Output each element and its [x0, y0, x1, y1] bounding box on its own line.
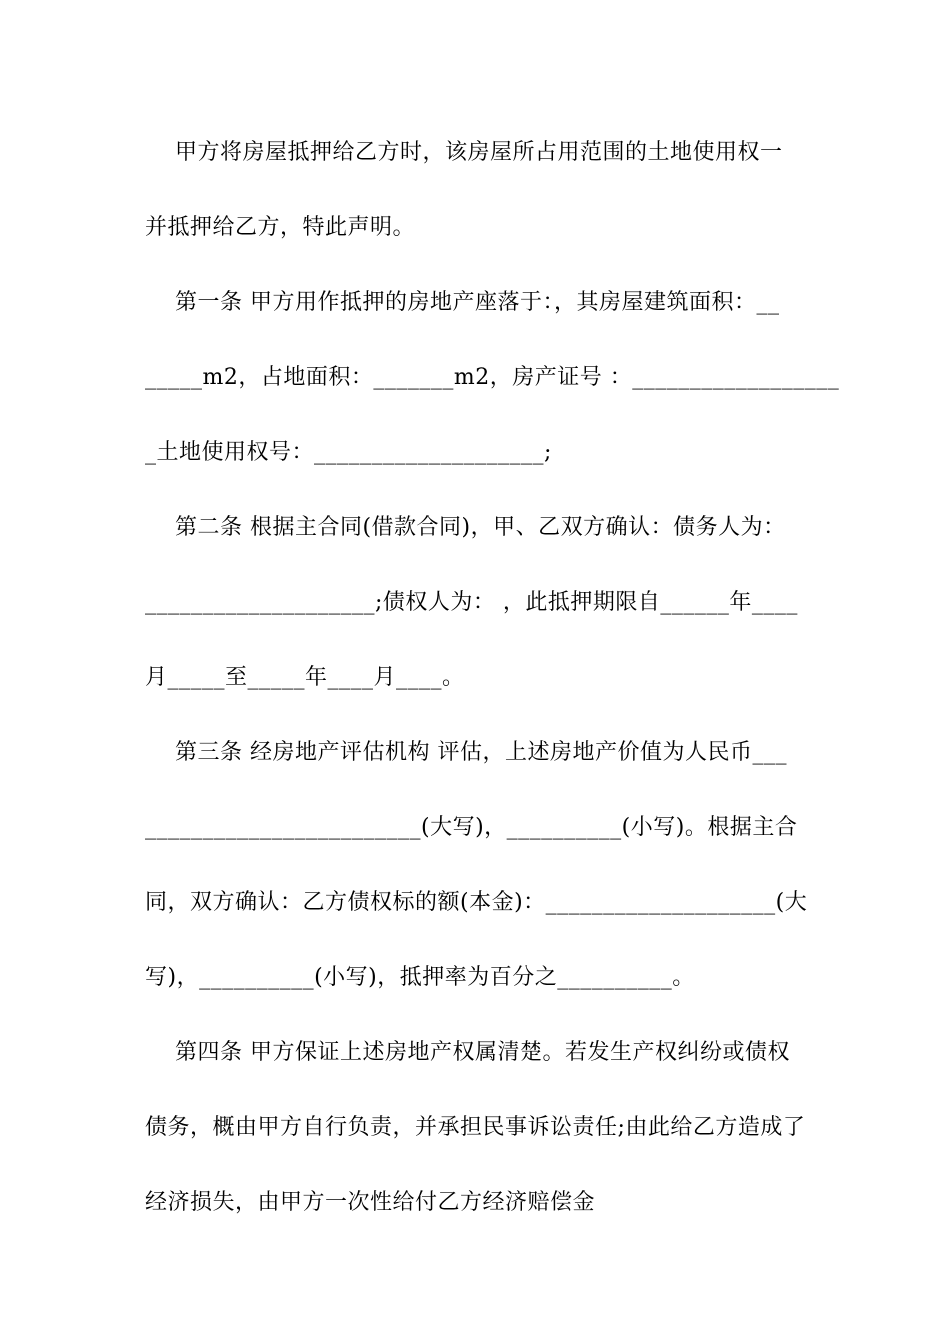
- text-line: 同，双方确认：乙方债权标的额(本金)：____________________(大: [145, 890, 808, 915]
- text-line: 写)，__________(小写)，抵押率为百分之__________。: [145, 965, 695, 990]
- text-line: 债务，概由甲方自行负责，并承担民事诉讼责任;由此给乙方造成了: [145, 1115, 806, 1140]
- text-line: 经济损失，由甲方一次性给付乙方经济赔偿金: [145, 1190, 596, 1215]
- text-line: 第三条 经房地产评估机构 评估，上述房地产价值为人民币___: [145, 740, 787, 765]
- text-line: 第四条 甲方保证上述房地产权属清楚。若发生产权纠纷或债权: [145, 1040, 790, 1065]
- text-line: ____________________;债权人为： ，此抵押期限自______年____: [145, 590, 798, 615]
- text-line: ________________________(大写)，__________(小写)。根据主合: [145, 815, 798, 840]
- text-line: 第二条 根据主合同(借款合同)，甲、乙双方确认：债务人为：: [145, 515, 786, 540]
- text-line: _土地使用权号：____________________;: [145, 440, 552, 465]
- text-line: _____m2，占地面积：_______m2，房产证号 ：__________________: [145, 365, 840, 390]
- text-line: 甲方将房屋抵押给乙方时，该房屋所占用范围的土地使用权一: [145, 140, 783, 165]
- text-line: 第一条 甲方用作抵押的房地产座落于：，其房屋建筑面积：__: [145, 290, 780, 315]
- text-line: 并抵押给乙方，特此声明。: [145, 215, 416, 240]
- text-line: 月_____至_____年____月____。: [145, 665, 465, 690]
